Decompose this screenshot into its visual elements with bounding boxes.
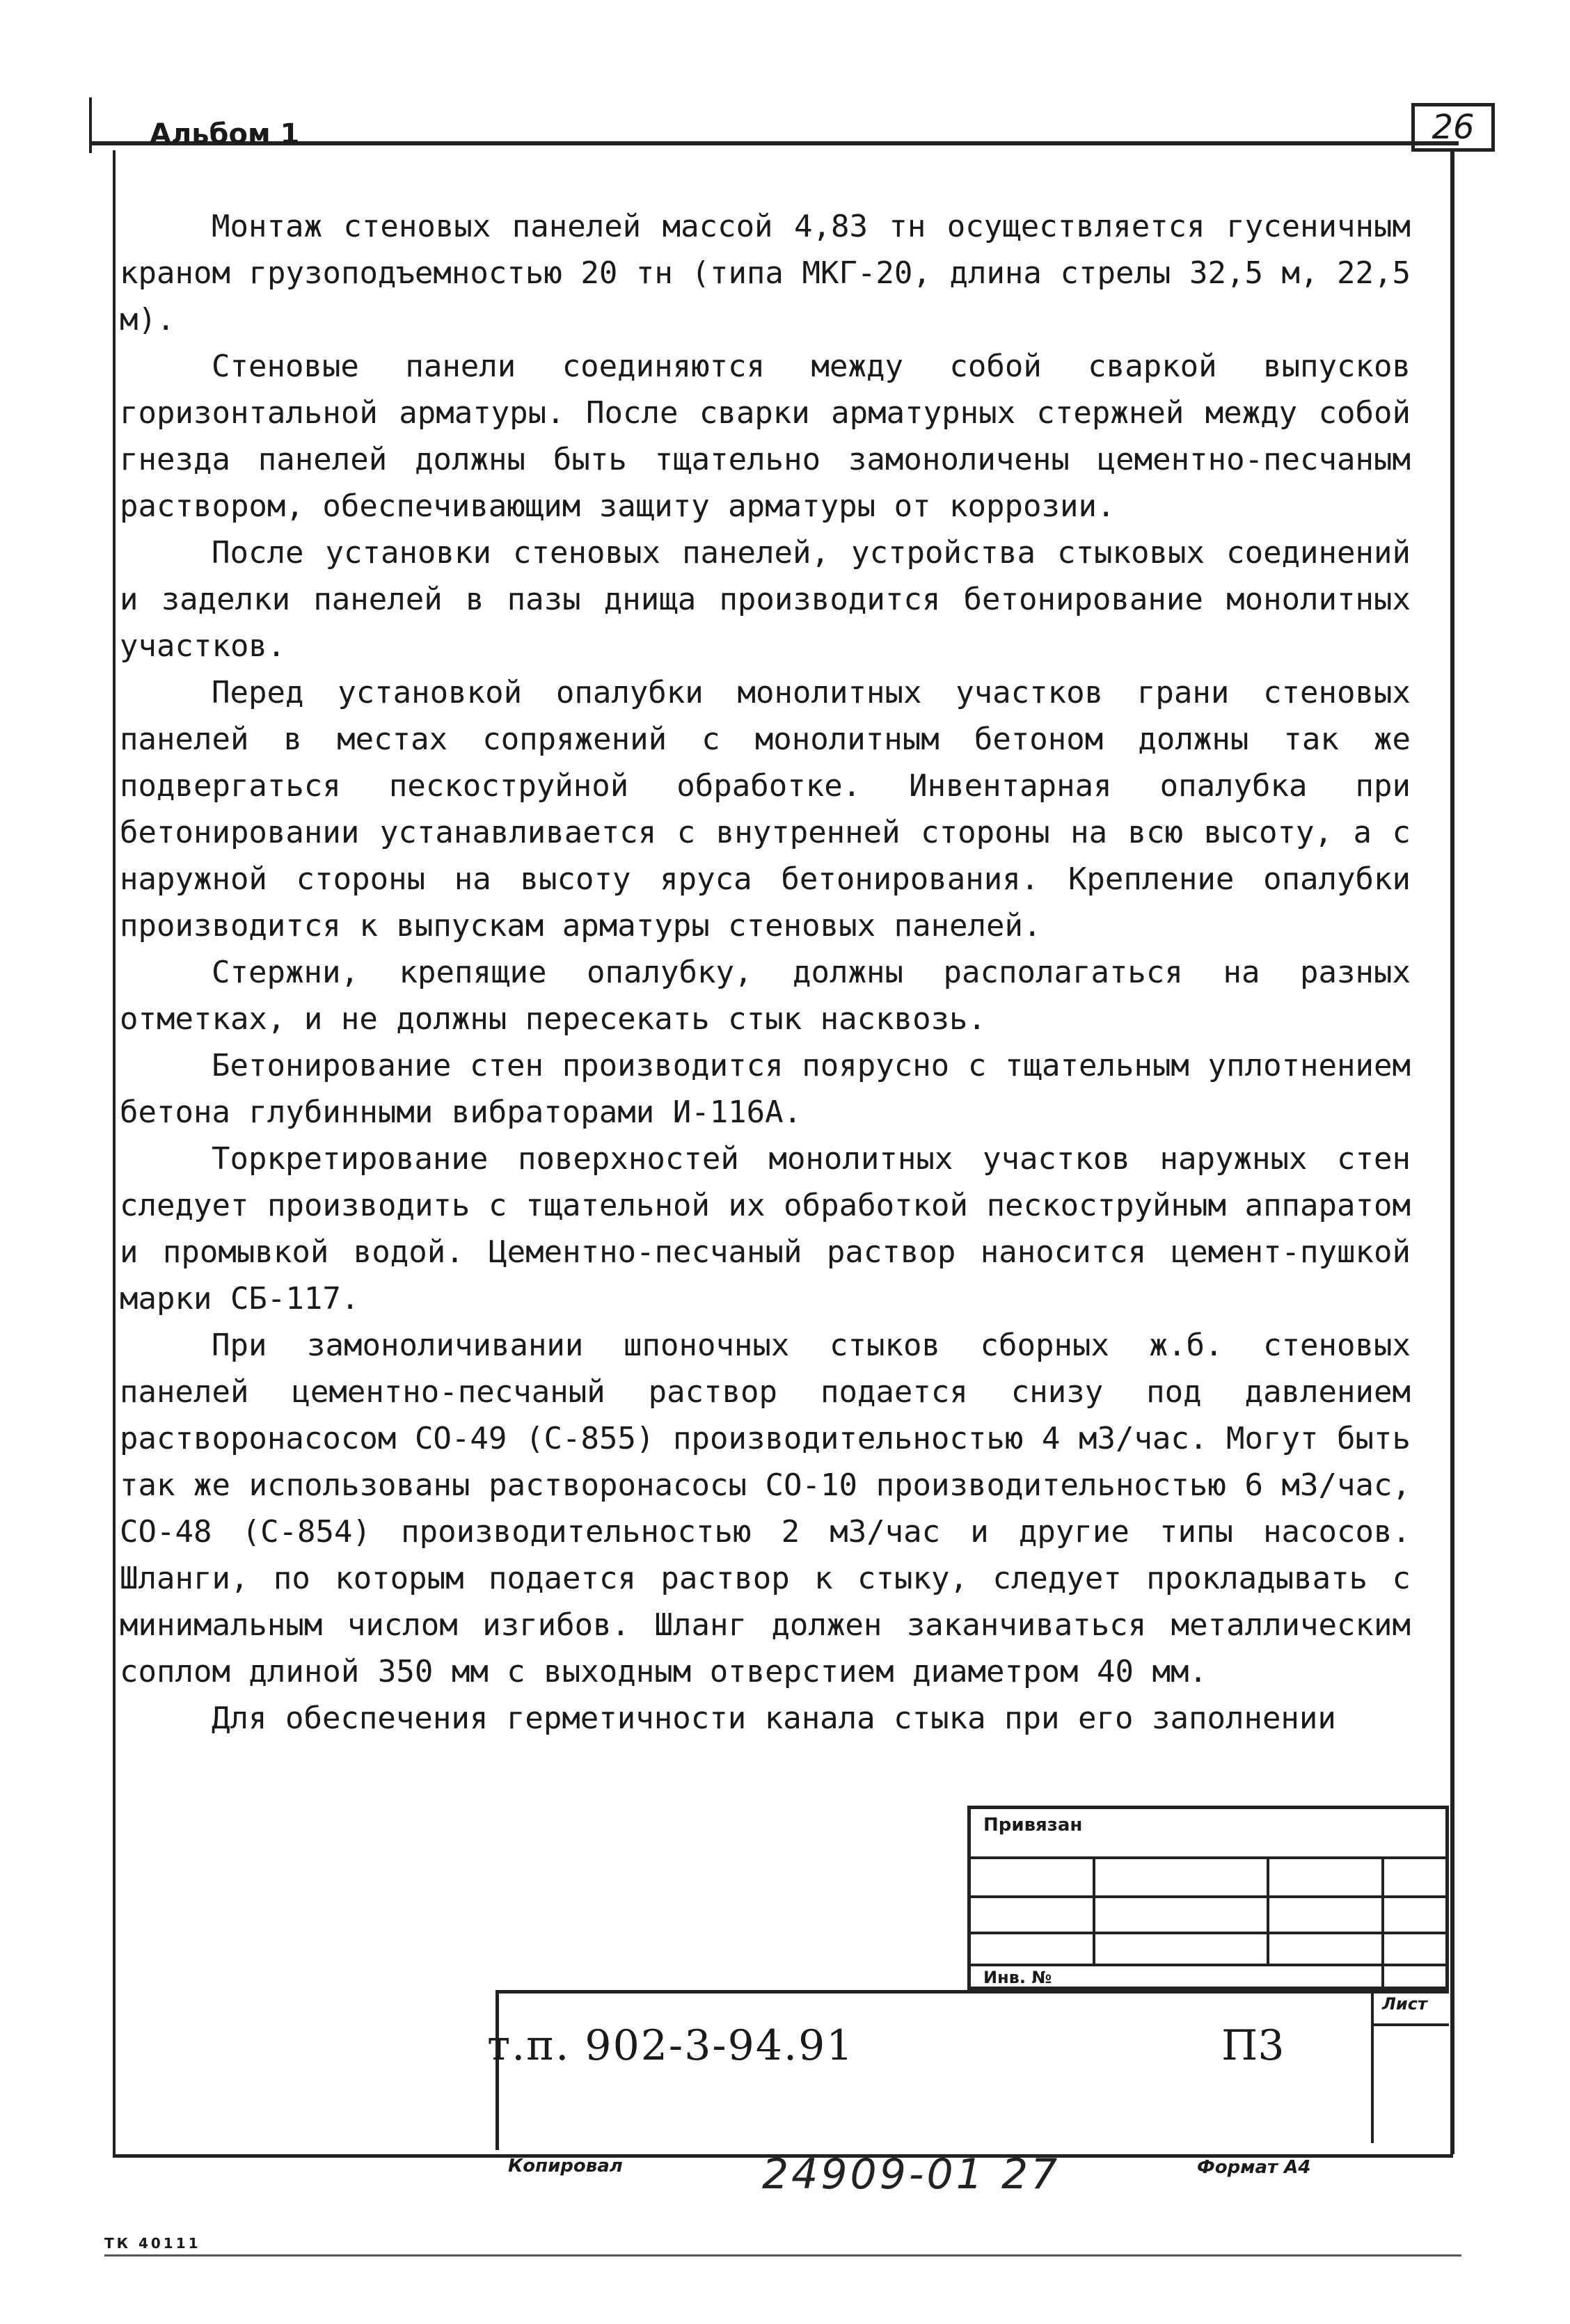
copied-label: Копировал <box>508 2156 623 2176</box>
stamp-row-line <box>971 1964 1445 1966</box>
stamp-col-line <box>1093 1856 1095 1964</box>
handwritten-number: 24909-01 27 <box>762 2150 1061 2199</box>
stamp-row-line <box>971 1856 1445 1859</box>
paragraph: Бетонирование стен производится поярусно с тщательным уплотнением бетона глубинными вибраторами И-116А. <box>120 1048 1411 1130</box>
frame-right-border <box>1450 150 1454 2154</box>
frame-left-border <box>113 150 116 2154</box>
sheet-label: Лист <box>1382 1994 1427 2014</box>
paragraph: Перед установкой опалубки монолитных участков грани стеновых панелей в местах сопряжений с монолитным бетоном должны так же подвергаться пескоструйной обработке. Инвентарная опалубка при бетонировании устанавливается с внутренней стороны на всю высоту, а с наружной стороны на высоту яруса бетонирования. Крепление опалубки производится к выпускам арматуры стеновых панелей. <box>120 675 1411 944</box>
approval-stamp-table <box>967 1806 1449 1990</box>
paragraph: Монтаж стеновых панелей массой 4,83 тн осуществляется гусеничным краном грузоподъемностью 20 тн (типа МКГ-20, длина стрелы 32,5 м, 22,5 м). <box>120 209 1411 337</box>
document-body <box>120 203 1411 1742</box>
stamp-row-line <box>971 1895 1445 1898</box>
title-block <box>495 1990 1449 2150</box>
album-label: Альбом 1 <box>150 118 300 150</box>
format-label: Формат А4 <box>1197 2157 1311 2178</box>
page-bottom-line <box>104 2254 1461 2257</box>
footer-code: ТК 40111 <box>104 2235 201 2252</box>
stamp-col-line <box>1267 1856 1269 1964</box>
paragraph: При замоноличивании шпоночных стыков сборных ж.б. стеновых панелей цементно-песчаный раствор подается снизу под давлением растворонасосом СО-49 (С-855) производительностью 4 м3/час. Могут быть так же использованы растворонасосы СО-10 производительностью 6 м3/час, СО-48 (С-854) производительностью 2 м3/час и другие типы насосов. Шланги, по которым подается раствор к стыку, следует прокладывать с минимальным числом изгибов. Шланг должен заканчиваться металлическим соплом длиной 350 мм с выходным отверстием диаметром 40 мм. <box>120 1328 1411 1689</box>
paragraph: Для обеспечения герметичности канала стыка при его заполнении <box>212 1701 1336 1736</box>
stamp-title: Привязан <box>983 1815 1083 1836</box>
page-number: 26 <box>1411 103 1495 152</box>
paragraph: Стеновые панели соединяются между собой сваркой выпусков горизонтальной арматуры. После сварки арматурных стержней между собой гнезда панелей должны быть тщательно замоноличены цементно-песчаным раствором, обеспечивающим защиту арматуры от коррозии. <box>120 349 1411 524</box>
document-type: П3 <box>1221 2021 1285 2070</box>
stamp-col-line <box>1381 1856 1384 1993</box>
paragraph: Торкретирование поверхностей монолитных участков наружных стен следует производить с тщательной их обработкой пескоструйным аппаратом и промывкой водой. Цементно-песчаный раствор наносится цемент-пушкой марки СБ-117. <box>120 1141 1411 1316</box>
paragraph: После установки стеновых панелей, устройства стыковых соединений и заделки панелей в пазы днища производится бетонирование монолитных участков. <box>120 535 1411 664</box>
paragraph: Стержни, крепящие опалубку, должны располагаться на разных отметках, и не должны пересекать стык насквозь. <box>120 955 1411 1037</box>
frame-left-tick <box>89 97 92 153</box>
sheet-box <box>1371 1990 1449 2143</box>
inventory-label: Инв. № <box>983 1968 1052 1987</box>
document-designation: т.п. 902-3-94.91 <box>487 2021 855 2070</box>
sheet-separator <box>1374 2023 1449 2026</box>
stamp-row-line <box>971 1932 1445 1934</box>
